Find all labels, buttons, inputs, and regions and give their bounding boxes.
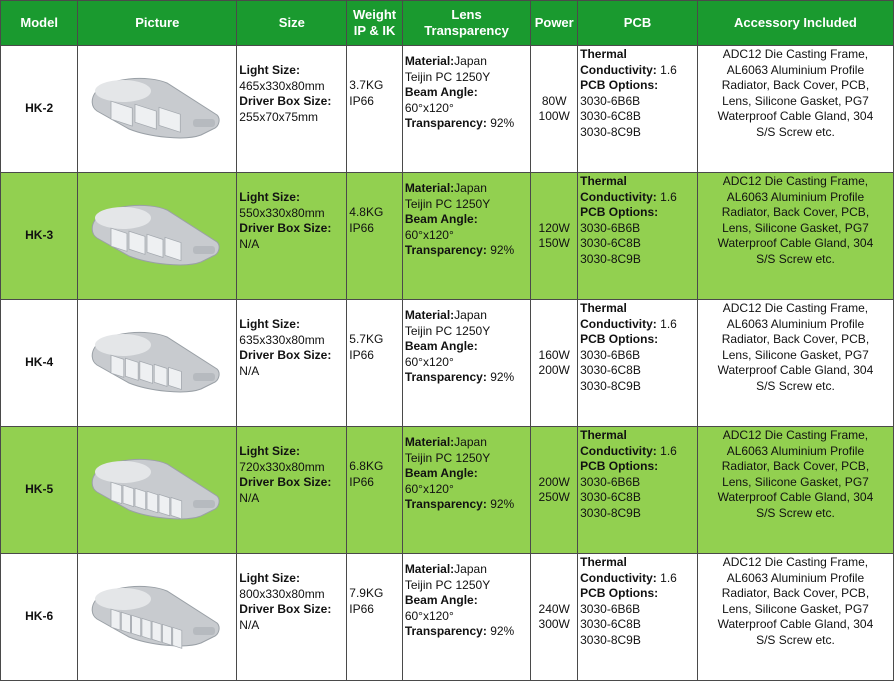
ip-value: IP66 <box>349 347 374 362</box>
light-size-value: 800x330x80mm <box>239 586 325 601</box>
driver-box-size-value: N/A <box>239 490 260 505</box>
conductivity-label: Conductivity: <box>580 316 657 331</box>
beam-angle-label: Beam Angle: <box>404 212 478 226</box>
list-item: ADC12 Die Casting Frame, <box>722 428 869 442</box>
model-cell <box>1 554 78 681</box>
header-pcb: PCB <box>578 1 698 46</box>
material-value-line2: Teijin PC 1250Y <box>404 69 491 84</box>
header-power: Power <box>531 1 578 46</box>
ip-value: IP66 <box>349 474 374 489</box>
beam-angle-value: 60°x120° <box>404 608 454 623</box>
conductivity-label: Conductivity: <box>580 62 657 77</box>
driver-box-size-label: Driver Box Size: <box>239 475 332 489</box>
transparency-value: 92% <box>490 116 515 130</box>
power-high: 200W <box>538 363 570 377</box>
list-item: Lens, Silicone Gasket, PG7 <box>722 220 869 235</box>
list-item: S/S Screw etc. <box>756 632 835 647</box>
conductivity-value: 1.6 <box>660 189 677 204</box>
light-size-label: Light Size: <box>239 63 300 77</box>
lamp-cap <box>95 80 151 102</box>
power-low: 120W <box>538 220 570 235</box>
led-module <box>147 491 158 512</box>
transparency-value: 92% <box>490 370 515 384</box>
accessory-cell <box>697 300 893 427</box>
header-model: Model <box>1 1 78 46</box>
weight-value: 4.8KG <box>349 205 384 219</box>
conductivity-value: 1.6 <box>660 570 677 585</box>
lamp-cap <box>95 207 151 229</box>
led-module <box>140 361 153 383</box>
weight-value: 5.7KG <box>349 332 384 346</box>
led-module <box>173 627 182 648</box>
picture-cell <box>78 173 237 300</box>
beam-angle-label: Beam Angle: <box>404 466 478 480</box>
header-accessory: Accessory Included <box>697 1 893 46</box>
led-module <box>169 367 182 389</box>
beam-angle-value: 60°x120° <box>404 100 454 115</box>
list-item: 3030-6C8B <box>580 236 641 250</box>
size-cell <box>237 300 347 427</box>
power-cell <box>531 173 578 300</box>
pcb-cell <box>578 554 698 681</box>
header-lens <box>402 1 531 46</box>
list-item: Waterproof Cable Gland, 304 <box>717 236 874 250</box>
pcb-options-list <box>580 94 695 141</box>
list-item: 3030-8C9B <box>580 378 641 393</box>
conductivity-value: 1.6 <box>660 62 677 77</box>
material-value-line1: Japan <box>454 54 487 68</box>
weight-cell <box>347 46 403 173</box>
list-item: Lens, Silicone Gasket, PG7 <box>722 601 869 616</box>
header-row <box>1 1 894 46</box>
led-module <box>111 609 120 630</box>
power-low: 160W <box>538 347 570 362</box>
street-light-image <box>78 443 236 537</box>
list-item: AL6063 Aluminium Profile <box>726 189 865 204</box>
model-name: HK-4 <box>25 355 54 370</box>
mounting-arm <box>193 500 215 508</box>
conductivity-label: Conductivity: <box>580 570 657 585</box>
picture-cell <box>78 46 237 173</box>
transparency-value: 92% <box>490 497 515 511</box>
size-cell <box>237 427 347 554</box>
material-label: Material: <box>404 181 455 195</box>
list-item: ADC12 Die Casting Frame, <box>722 47 869 61</box>
power-cell <box>531 427 578 554</box>
led-module <box>122 612 131 633</box>
list-item: Waterproof Cable Gland, 304 <box>717 363 874 377</box>
list-item: Radiator, Back Cover, PCB, <box>721 586 870 600</box>
size-cell <box>237 46 347 173</box>
accessory-list <box>700 555 891 648</box>
pcb-cell <box>578 46 698 173</box>
pcb-options-label: PCB Options: <box>580 78 659 92</box>
list-item: 3030-6B6B <box>580 93 641 108</box>
model-name: HK-3 <box>25 228 54 243</box>
list-item: Radiator, Back Cover, PCB, <box>721 459 870 473</box>
transparency-value: 92% <box>490 624 515 638</box>
material-label: Material: <box>404 54 455 68</box>
header-weight <box>347 1 403 46</box>
pcb-options-label: PCB Options: <box>580 459 659 473</box>
list-item: 3030-6B6B <box>580 220 641 235</box>
weight-cell <box>347 554 403 681</box>
material-value-line1: Japan <box>454 562 487 576</box>
conductivity-value: 1.6 <box>660 443 677 458</box>
material-label: Material: <box>404 308 455 322</box>
material-label: Material: <box>404 435 455 449</box>
table-row <box>1 427 894 554</box>
led-module <box>152 621 161 642</box>
material-value-line1: Japan <box>454 308 487 322</box>
lens-cell <box>402 46 531 173</box>
list-item: 3030-6B6B <box>580 474 641 489</box>
mounting-arm <box>193 119 215 127</box>
table-row <box>1 173 894 300</box>
list-item: 3030-6C8B <box>580 363 641 377</box>
driver-box-size-value: 255x70x75mm <box>239 109 319 124</box>
power-high: 100W <box>538 109 570 123</box>
power-cell <box>531 554 578 681</box>
list-item: 3030-6C8B <box>580 109 641 123</box>
power-high: 150W <box>538 236 570 250</box>
list-item: AL6063 Aluminium Profile <box>726 316 865 331</box>
list-item: Lens, Silicone Gasket, PG7 <box>722 474 869 489</box>
thermal-label: Thermal <box>580 555 627 569</box>
list-item: AL6063 Aluminium Profile <box>726 570 865 585</box>
power-low: 80W <box>541 93 567 108</box>
table-row <box>1 300 894 427</box>
driver-box-size-label: Driver Box Size: <box>239 602 332 616</box>
model-name: HK-6 <box>25 609 54 624</box>
list-item: Lens, Silicone Gasket, PG7 <box>722 93 869 108</box>
weight-value: 7.9KG <box>349 586 384 600</box>
model-name: HK-5 <box>25 482 54 497</box>
accessory-list <box>700 301 891 394</box>
picture-cell <box>78 300 237 427</box>
model-cell <box>1 173 78 300</box>
mounting-arm <box>193 627 215 635</box>
driver-box-size-label: Driver Box Size: <box>239 348 332 362</box>
power-high: 250W <box>538 490 570 504</box>
beam-angle-label: Beam Angle: <box>404 593 478 607</box>
header-picture: Picture <box>78 1 237 46</box>
accessory-cell <box>697 427 893 554</box>
thermal-label: Thermal <box>580 47 627 61</box>
lens-cell <box>402 554 531 681</box>
light-size-label: Light Size: <box>239 317 300 331</box>
list-item: S/S Screw etc. <box>756 505 835 520</box>
driver-box-size-label: Driver Box Size: <box>239 221 332 235</box>
pcb-options-list <box>580 348 695 395</box>
list-item: Radiator, Back Cover, PCB, <box>721 332 870 346</box>
pcb-options-label: PCB Options: <box>580 586 659 600</box>
thermal-label: Thermal <box>580 301 627 315</box>
transparency-value: 92% <box>490 243 515 257</box>
mounting-arm <box>193 246 215 254</box>
conductivity-value: 1.6 <box>660 316 677 331</box>
beam-angle-value: 60°x120° <box>404 481 454 496</box>
material-value-line1: Japan <box>454 435 487 449</box>
picture-cell <box>78 554 237 681</box>
weight-cell <box>347 300 403 427</box>
header-weight-line2: IP & IK <box>353 23 396 38</box>
street-light-image <box>78 570 236 664</box>
mounting-arm <box>193 373 215 381</box>
led-module <box>135 488 146 509</box>
material-value-line1: Japan <box>454 181 487 195</box>
list-item: Waterproof Cable Gland, 304 <box>717 617 874 631</box>
driver-box-size-value: N/A <box>239 617 260 632</box>
street-light-drawing <box>89 71 225 147</box>
model-cell <box>1 427 78 554</box>
list-item: AL6063 Aluminium Profile <box>726 443 865 458</box>
list-item: ADC12 Die Casting Frame, <box>722 555 869 569</box>
table-row <box>1 46 894 173</box>
list-item: Waterproof Cable Gland, 304 <box>717 490 874 504</box>
material-value-line2: Teijin PC 1250Y <box>404 450 491 465</box>
weight-value: 6.8KG <box>349 459 384 473</box>
size-cell <box>237 554 347 681</box>
lens-cell <box>402 173 531 300</box>
size-cell <box>237 173 347 300</box>
accessory-list <box>700 47 891 140</box>
light-size-value: 720x330x80mm <box>239 459 325 474</box>
accessory-cell <box>697 554 893 681</box>
pcb-options-label: PCB Options: <box>580 332 659 346</box>
led-module <box>126 358 139 380</box>
pcb-cell <box>578 427 698 554</box>
led-module <box>111 355 124 377</box>
light-size-value: 550x330x80mm <box>239 205 325 220</box>
led-module <box>142 618 151 639</box>
table-row <box>1 554 894 681</box>
street-light-drawing <box>89 198 225 274</box>
street-light-drawing <box>89 579 225 655</box>
material-value-line2: Teijin PC 1250Y <box>404 323 491 338</box>
light-size-label: Light Size: <box>239 444 300 458</box>
driver-box-size-label: Driver Box Size: <box>239 94 332 108</box>
lens-cell <box>402 300 531 427</box>
conductivity-label: Conductivity: <box>580 443 657 458</box>
list-item: Lens, Silicone Gasket, PG7 <box>722 347 869 362</box>
model-cell <box>1 300 78 427</box>
accessory-cell <box>697 46 893 173</box>
beam-angle-value: 60°x120° <box>404 354 454 369</box>
led-module <box>159 494 170 515</box>
lens-cell <box>402 427 531 554</box>
led-module <box>171 497 182 518</box>
power-low: 200W <box>538 474 570 489</box>
accessory-list <box>700 428 891 521</box>
list-item: 3030-8C9B <box>580 251 641 266</box>
list-item: ADC12 Die Casting Frame, <box>722 174 869 188</box>
power-low: 240W <box>538 601 570 616</box>
power-cell <box>531 300 578 427</box>
list-item: S/S Screw etc. <box>756 251 835 266</box>
header-size: Size <box>237 1 347 46</box>
light-size-label: Light Size: <box>239 571 300 585</box>
material-value-line2: Teijin PC 1250Y <box>404 196 491 211</box>
list-item: Radiator, Back Cover, PCB, <box>721 205 870 219</box>
transparency-label: Transparency: <box>404 370 487 384</box>
lamp-cap <box>95 588 151 610</box>
accessory-list <box>700 174 891 267</box>
led-module <box>111 482 122 503</box>
list-item: ADC12 Die Casting Frame, <box>722 301 869 315</box>
transparency-label: Transparency: <box>404 624 487 638</box>
transparency-label: Transparency: <box>404 116 487 130</box>
pcb-options-label: PCB Options: <box>580 205 659 219</box>
model-cell <box>1 46 78 173</box>
list-item: 3030-8C9B <box>580 124 641 139</box>
list-item: Waterproof Cable Gland, 304 <box>717 109 874 123</box>
pcb-options-list <box>580 221 695 268</box>
list-item: S/S Screw etc. <box>756 378 835 393</box>
beam-angle-label: Beam Angle: <box>404 85 478 99</box>
header-lens-line2: Transparency <box>424 23 509 38</box>
street-light-image <box>78 62 236 156</box>
list-item: 3030-6B6B <box>580 347 641 362</box>
list-item: 3030-6C8B <box>580 617 641 631</box>
transparency-label: Transparency: <box>404 497 487 511</box>
led-module <box>154 364 167 386</box>
power-cell <box>531 46 578 173</box>
pcb-options-list <box>580 602 695 649</box>
picture-cell <box>78 427 237 554</box>
pcb-cell <box>578 300 698 427</box>
weight-cell <box>347 427 403 554</box>
list-item: 3030-8C9B <box>580 505 641 520</box>
conductivity-label: Conductivity: <box>580 189 657 204</box>
led-module <box>163 624 172 645</box>
street-light-image <box>78 189 236 283</box>
ip-value: IP66 <box>349 601 374 616</box>
driver-box-size-value: N/A <box>239 363 260 378</box>
model-name: HK-2 <box>25 101 54 116</box>
led-module <box>123 485 134 506</box>
list-item: 3030-6C8B <box>580 490 641 504</box>
power-high: 300W <box>538 617 570 631</box>
material-label: Material: <box>404 562 455 576</box>
ip-value: IP66 <box>349 220 374 235</box>
header-weight-line1: Weight <box>353 7 397 22</box>
street-light-drawing <box>89 325 225 401</box>
beam-angle-value: 60°x120° <box>404 227 454 242</box>
pcb-cell <box>578 173 698 300</box>
light-size-value: 465x330x80mm <box>239 78 325 93</box>
list-item: Radiator, Back Cover, PCB, <box>721 78 870 92</box>
list-item: S/S Screw etc. <box>756 124 835 139</box>
beam-angle-label: Beam Angle: <box>404 339 478 353</box>
lamp-cap <box>95 334 151 356</box>
accessory-cell <box>697 173 893 300</box>
header-lens-line1: Lens <box>451 7 482 22</box>
transparency-label: Transparency: <box>404 243 487 257</box>
led-module <box>132 615 141 636</box>
weight-value: 3.7KG <box>349 78 384 92</box>
street-light-drawing <box>89 452 225 528</box>
light-size-value: 635x330x80mm <box>239 332 325 347</box>
list-item: 3030-6B6B <box>580 601 641 616</box>
pcb-options-list <box>580 475 695 522</box>
weight-cell <box>347 173 403 300</box>
material-value-line2: Teijin PC 1250Y <box>404 577 491 592</box>
thermal-label: Thermal <box>580 428 627 442</box>
street-light-image <box>78 316 236 410</box>
ip-value: IP66 <box>349 93 374 108</box>
list-item: 3030-8C9B <box>580 632 641 647</box>
driver-box-size-value: N/A <box>239 236 260 251</box>
light-size-label: Light Size: <box>239 190 300 204</box>
thermal-label: Thermal <box>580 174 627 188</box>
list-item: AL6063 Aluminium Profile <box>726 62 865 77</box>
lamp-cap <box>95 461 151 483</box>
